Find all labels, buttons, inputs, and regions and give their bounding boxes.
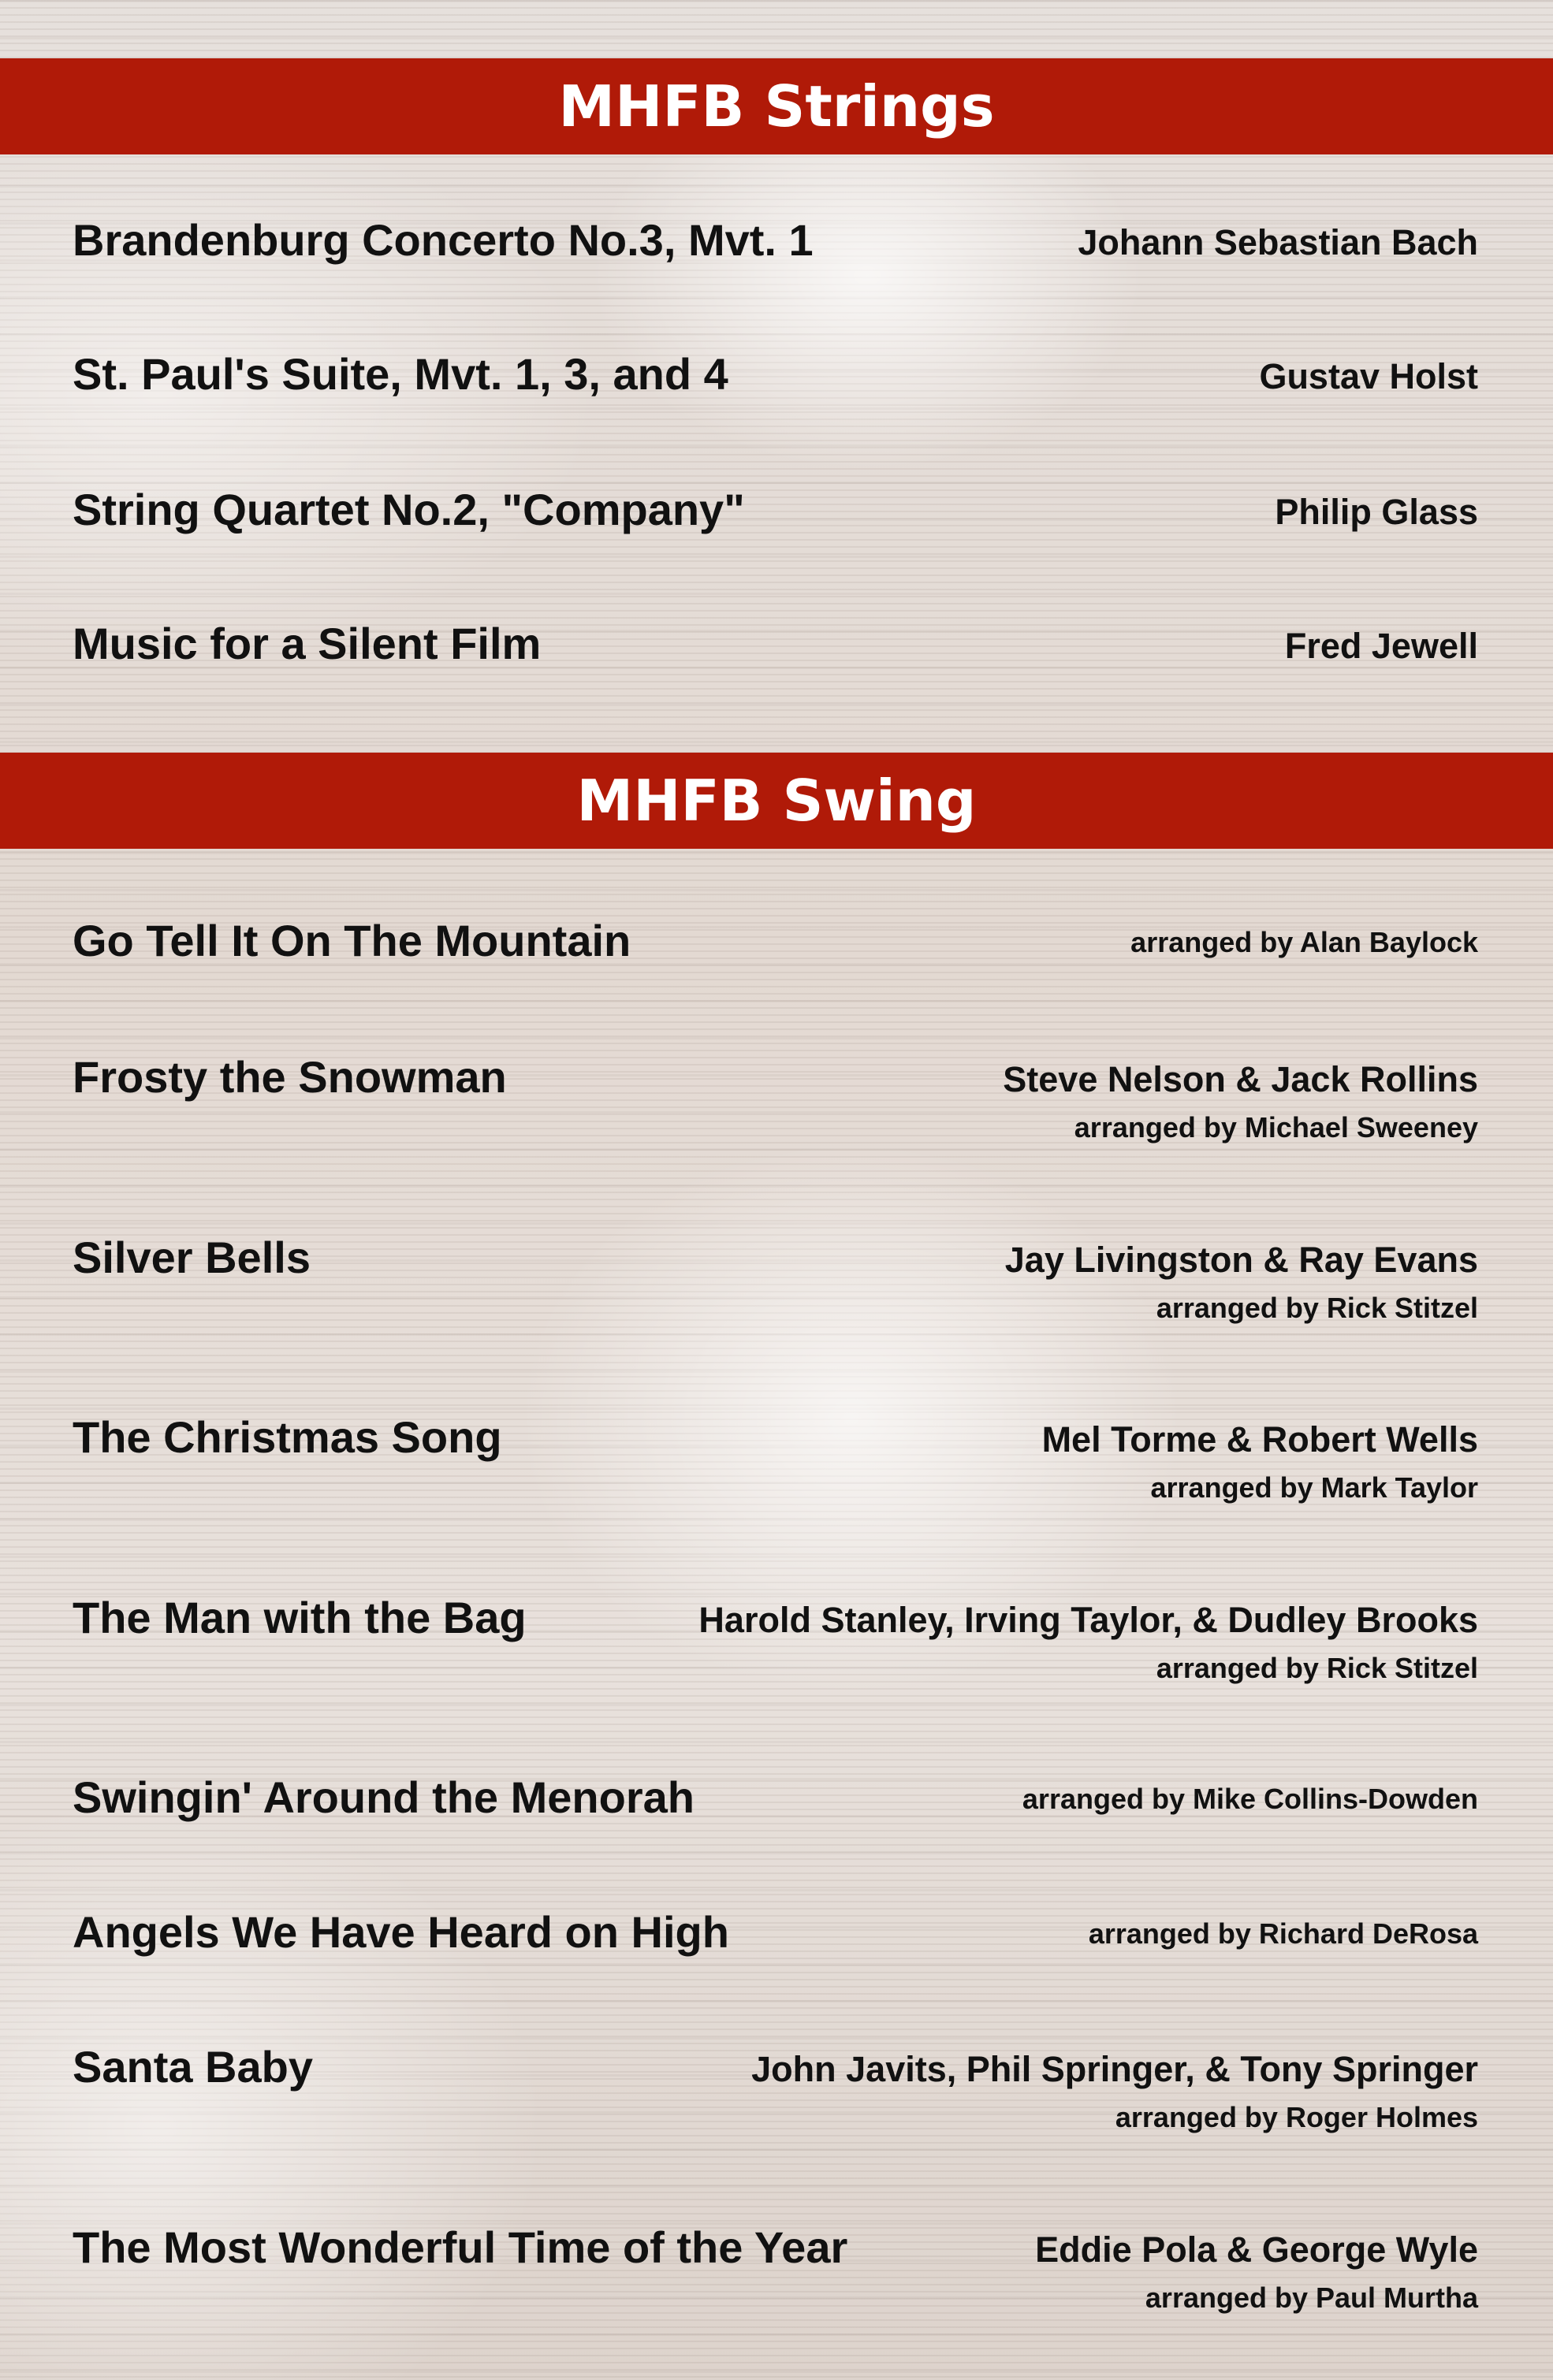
composer-name: Jay Livingston & Ray Evans bbox=[1004, 1240, 1478, 1280]
arranger-credit: arranged by Mike Collins-Dowden bbox=[1022, 1783, 1478, 1815]
piece-title: Angels We Have Heard on High bbox=[73, 1907, 729, 1957]
composer-name: Eddie Pola & George Wyle bbox=[1035, 2229, 1478, 2270]
piece-credits bbox=[1259, 350, 1478, 399]
composer-name: Steve Nelson & Jack Rollins bbox=[1003, 1059, 1478, 1099]
arranger-credit: arranged by Roger Holmes bbox=[1115, 2101, 1478, 2134]
composer-name: John Javits, Phil Springer, & Tony Springer bbox=[751, 2049, 1478, 2089]
piece-credits bbox=[1089, 1908, 1478, 1951]
section-heading-swing: MHFB Swing bbox=[0, 753, 1553, 849]
piece-title: Go Tell It On The Mountain bbox=[73, 916, 631, 965]
piece-title: String Quartet No.2, "Company" bbox=[73, 485, 745, 534]
arranger-credit: arranged by Mark Taylor bbox=[1150, 1471, 1478, 1504]
composer-name: Johann Sebastian Bach bbox=[1078, 222, 1478, 262]
piece-title: Brandenburg Concerto No.3, Mvt. 1 bbox=[73, 215, 814, 265]
arranger-credit: arranged by Rick Stitzel bbox=[1156, 1652, 1478, 1685]
piece-credits bbox=[1003, 1053, 1478, 1145]
piece-credits bbox=[1285, 619, 1478, 668]
piece-title: Silver Bells bbox=[73, 1233, 311, 1282]
piece-credits bbox=[1035, 2223, 1478, 2315]
piece-credits bbox=[1022, 1773, 1478, 1817]
piece-credits bbox=[698, 1593, 1478, 1686]
arranger-credit: arranged by Richard DeRosa bbox=[1088, 1917, 1478, 1950]
piece-title: The Most Wonderful Time of the Year bbox=[73, 2222, 848, 2272]
piece-title: Music for a Silent Film bbox=[73, 619, 542, 668]
piece-title: Swingin' Around the Menorah bbox=[73, 1772, 695, 1822]
composer-name: Gustav Holst bbox=[1259, 356, 1478, 396]
arranger-credit: arranged by Alan Baylock bbox=[1130, 926, 1478, 958]
piece-credits bbox=[1275, 485, 1478, 534]
piece-credits bbox=[1130, 917, 1478, 960]
arranger-credit: arranged by Paul Murtha bbox=[1145, 2281, 1478, 2315]
piece-title: Frosty the Snowman bbox=[73, 1052, 507, 1102]
piece-credits bbox=[751, 2043, 1478, 2135]
composer-name: Mel Torme & Robert Wells bbox=[1041, 1419, 1478, 1460]
composer-name: Philip Glass bbox=[1275, 492, 1478, 532]
piece-credits bbox=[1042, 1413, 1478, 1505]
piece-title: The Christmas Song bbox=[73, 1412, 502, 1462]
arranger-credit: arranged by Rick Stitzel bbox=[1156, 1292, 1478, 1325]
composer-name: Fred Jewell bbox=[1284, 626, 1478, 666]
arranger-credit: arranged by Michael Sweeney bbox=[1074, 1111, 1478, 1144]
section-heading-strings: MHFB Strings bbox=[0, 58, 1553, 154]
piece-title: St. Paul's Suite, Mvt. 1, 3, and 4 bbox=[73, 349, 728, 399]
piece-credits bbox=[1078, 216, 1478, 265]
piece-title: Santa Baby bbox=[73, 2042, 313, 2092]
composer-name: Harold Stanley, Irving Taylor, & Dudley Brooks bbox=[698, 1600, 1478, 1640]
piece-title: The Man with the Bag bbox=[73, 1593, 527, 1642]
piece-credits bbox=[1005, 1233, 1478, 1326]
